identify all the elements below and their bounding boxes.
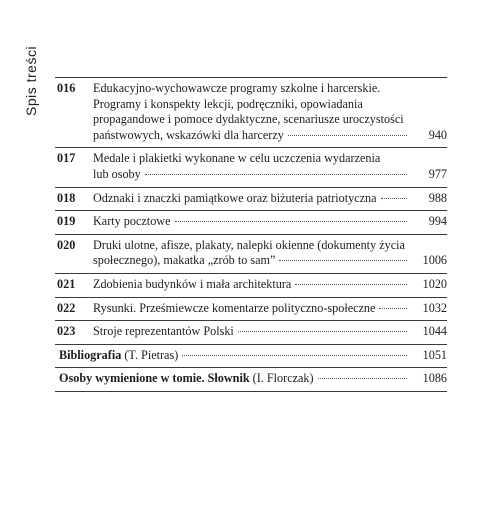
entry-body — [93, 151, 447, 182]
toc-entry-021[interactable] — [55, 274, 447, 298]
toc-entry-022[interactable] — [55, 298, 447, 322]
entry-number: 021 — [57, 276, 76, 291]
dot-leader — [295, 284, 407, 285]
entry-title: Karty pocztowe — [93, 214, 171, 229]
entry-body — [57, 371, 447, 387]
entry-number: 017 — [57, 151, 76, 166]
toc-entry-index[interactable] — [55, 368, 447, 392]
dot-leader — [288, 135, 407, 136]
toc-entry-019[interactable] — [55, 211, 447, 235]
page-number: 1051 — [422, 347, 447, 362]
entry-line: propagandowe i pomoce dydaktyczne, scenariusze uroczystości — [93, 112, 404, 127]
dot-leader — [379, 308, 407, 309]
entry-body — [93, 214, 447, 230]
entry-body — [93, 238, 447, 269]
dot-leader — [238, 331, 407, 332]
entry-body — [93, 324, 447, 340]
side-section-label — [20, 36, 40, 126]
page-number: 1032 — [422, 300, 447, 315]
page-number: 1044 — [422, 324, 447, 339]
entry-title: Rysunki. Prześmiewcze komentarze polityczno-społeczne — [93, 300, 376, 315]
entry-number: 022 — [57, 300, 76, 315]
page-number: 1006 — [422, 253, 447, 268]
entry-last-line — [93, 167, 447, 183]
entry-line: Druki ulotne, afisze, plakaty, nalepki okienne (dokumenty życia — [93, 237, 405, 252]
entry-body — [93, 301, 447, 317]
entry-number: 016 — [57, 81, 76, 95]
entry-title — [59, 348, 178, 364]
toc-entry-016[interactable] — [55, 77, 447, 148]
entry-title: Stroje reprezentantów Polski — [93, 324, 234, 339]
entry-number: 018 — [57, 190, 76, 205]
dot-leader — [175, 221, 408, 222]
entry-last-line — [93, 128, 447, 144]
entry-title-end: lub osoby — [93, 166, 141, 181]
entry-last-line — [93, 277, 447, 293]
entry-last-line — [59, 371, 447, 387]
entry-line: Medale i plakietki wykonane w celu uczczenia wydarzenia — [93, 151, 381, 166]
entry-title: Zdobienia budynków i mała architektura — [93, 276, 292, 291]
entry-title-end: państwowych, wskazówki dla harcerzy — [93, 127, 284, 142]
entry-last-line — [93, 214, 447, 230]
page-number: 940 — [428, 127, 447, 142]
bibliography-title: Bibliografia — [59, 347, 122, 362]
table-of-contents — [55, 77, 447, 392]
entry-last-line — [93, 191, 447, 207]
entry-body — [93, 81, 447, 143]
dot-leader — [182, 355, 407, 356]
dot-leader — [279, 260, 407, 261]
entry-last-line — [93, 324, 447, 340]
side-label-text: Spis treści — [23, 45, 39, 116]
entry-line: Edukacyjno-wychowawcze programy szkolne i harcerskie. — [93, 81, 381, 95]
index-author: (I. Florczak) — [249, 371, 314, 386]
toc-entry-bibliography[interactable] — [55, 345, 447, 369]
page-number: 988 — [428, 190, 447, 205]
entry-title: Odznaki i znaczki pamiątkowe oraz biżuteria patriotyczna — [93, 190, 377, 205]
entry-title-end: społecznego), makatka „zrób to sam” — [93, 253, 276, 268]
entry-body — [93, 191, 447, 207]
entry-title — [59, 371, 314, 387]
entry-last-line — [59, 348, 447, 364]
page-number: 977 — [428, 166, 447, 181]
entry-number: 019 — [57, 214, 76, 229]
page-number: 1020 — [422, 276, 447, 291]
toc-entry-017[interactable] — [55, 148, 447, 187]
entry-last-line — [93, 301, 447, 317]
entry-last-line — [93, 253, 447, 269]
toc-entry-018[interactable] — [55, 188, 447, 212]
page-number: 1086 — [422, 371, 447, 386]
dot-leader — [145, 174, 407, 175]
toc-entry-020[interactable] — [55, 235, 447, 274]
entry-body — [57, 348, 447, 364]
entry-number: 023 — [57, 324, 76, 339]
dot-leader — [381, 198, 407, 199]
entry-number: 020 — [57, 237, 76, 252]
entry-body — [93, 277, 447, 293]
toc-entry-023[interactable] — [55, 321, 447, 345]
dot-leader — [318, 378, 407, 379]
bibliography-author: (T. Pietras) — [121, 347, 179, 362]
page-number: 994 — [428, 214, 447, 229]
index-title: Osoby wymienione w tomie. Słownik — [59, 371, 250, 386]
entry-line: Programy i konspekty lekcji, podręczniki, opowiadania — [93, 96, 363, 111]
